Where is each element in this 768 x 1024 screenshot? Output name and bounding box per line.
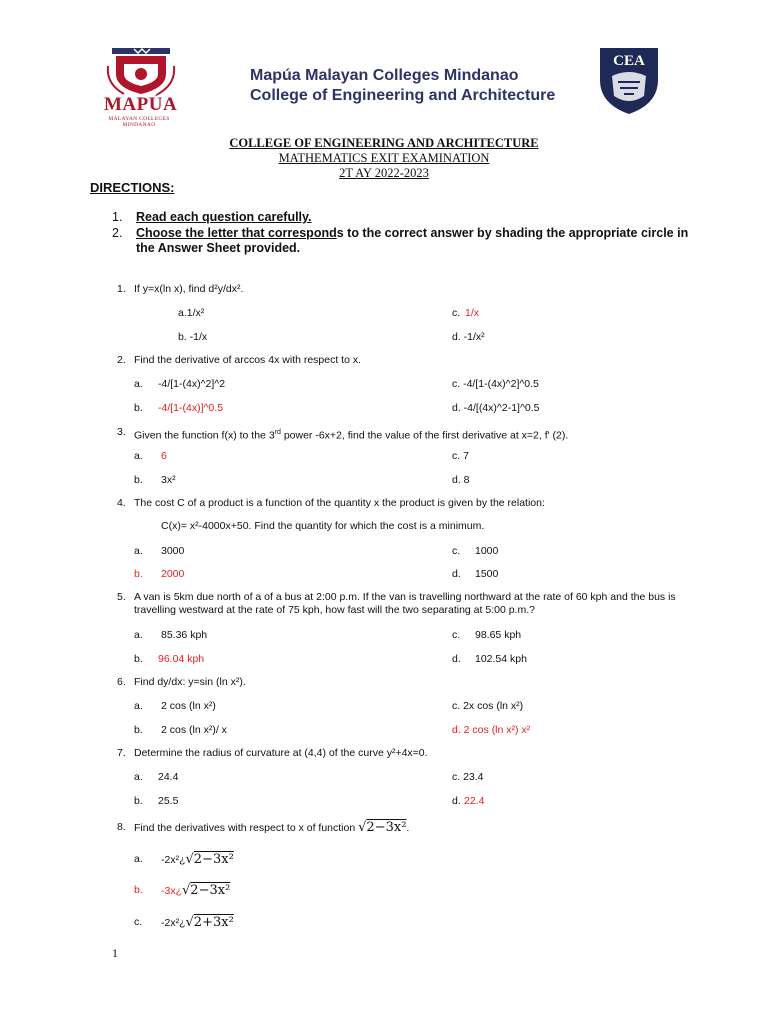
question-5-text: A van is 5km due north of a of a bus at 2:00 p.m. If the van is travelling northward at the rate of 60 kph and the bus is travelling westward at the rate of 75 kph, how fast will the two separating at 5:00 p.m.? — [134, 591, 676, 616]
q6-choice-c: c. 2x cos (ln x²) — [452, 700, 524, 712]
q8-choice-c-radicand: 2+3x² — [193, 915, 234, 930]
question-6-number: 6. — [117, 676, 126, 688]
q3-text-a: Given the function f(x) to the 3 — [134, 429, 275, 442]
q8-choice-b-radicand: 2−3x² — [190, 883, 231, 898]
q5-choice-c-letter: c. — [452, 629, 461, 641]
header-titles — [250, 66, 555, 106]
title-line3: 2T AY 2022-2023 — [339, 166, 429, 180]
q8-choice-a-coef: -2x²¿ — [161, 854, 186, 866]
q1-choice-c-answer: 1/x — [465, 307, 480, 319]
mapua-subtitle — [104, 116, 174, 128]
q8-choice-c — [161, 916, 234, 930]
q5-choice-b-letter: b. — [134, 653, 143, 665]
question-2-text: Find the derivative of arccos 4x with respect to x. — [134, 354, 362, 366]
q4-choice-d: 1500 — [475, 568, 499, 580]
question-7-number: 7. — [117, 747, 126, 759]
question-6-text: Find dy/dx: y=sin (ln x²). — [134, 676, 246, 688]
college-name: College of Engineering and Architecture — [250, 87, 556, 104]
title-line1: COLLEGE OF ENGINEERING AND ARCHITECTURE — [229, 136, 539, 150]
question-8-number: 8. — [117, 821, 126, 833]
cea-logo-text: CEA — [613, 53, 645, 69]
q5-choice-d: 102.54 kph — [475, 653, 527, 665]
direction-num-1: 1. — [112, 210, 123, 224]
q6-choice-a-letter: a. — [134, 700, 143, 712]
q7-choice-d-answer: 22.4 — [464, 795, 485, 807]
cea-logo — [596, 46, 662, 116]
q1-choice-b: b. -1/x — [178, 331, 208, 343]
q6-choice-b: 2 cos (ln x²)/ x — [161, 724, 227, 736]
q7-choice-b: 25.5 — [158, 795, 179, 807]
q8-choice-c-radical: √2+3x² — [185, 915, 234, 930]
q2-choice-a: -4/[1-(4x)^2]^2 — [158, 378, 226, 390]
q4-choice-b-answer: 2000 — [161, 568, 185, 580]
q3-choice-a-answer: 6 — [161, 450, 167, 462]
q4-choice-d-letter: d. — [452, 568, 461, 580]
q3-choice-b-letter: b. — [134, 474, 143, 486]
q3-choice-d: d. 8 — [452, 474, 470, 486]
q3-text-b: power -6x+2, find the value of the first derivative at x=2, f' (2). — [280, 429, 569, 442]
question-3-number: 3. — [117, 426, 126, 438]
q7-choice-a-letter: a. — [134, 771, 143, 783]
q5-choice-b-answer: 96.04 kph — [158, 653, 205, 665]
q8-radical: √2−3x² — [358, 820, 407, 835]
q8-choice-b-radical: √2−3x² — [182, 883, 231, 898]
q8-choice-a-radical: √2−3x² — [185, 852, 234, 867]
q8-choice-a-radicand: 2−3x² — [193, 852, 234, 867]
q8-tail: . — [406, 822, 410, 834]
q2-choice-b-answer: -4/[1-(4x)]^0.5 — [158, 402, 224, 414]
page-number: 1 — [112, 946, 118, 960]
question-4-text2: C(x)= x²-4000x+50. Find the quantity for which the cost is a minimum. — [161, 520, 485, 532]
q6-choice-a: 2 cos (ln x²) — [161, 700, 216, 712]
question-1-number: 1. — [117, 283, 126, 295]
q8-radicand: 2−3x² — [366, 820, 407, 835]
question-5-number: 5. — [117, 591, 126, 603]
q8-choice-c-letter: c. — [134, 916, 143, 928]
mapua-subtitle-line1: MALAYAN COLLEGES — [108, 116, 170, 122]
q8-choice-b-coef: -3x¿ — [161, 885, 182, 897]
direction-text-2-rest: s to the correct answer by shading the appropriate circle in the Answer Sheet provided. — [136, 226, 689, 255]
mapua-wordmark: MAPÚA — [104, 94, 178, 115]
q2-choice-b-letter: b. — [134, 402, 143, 414]
direction-text-1-content: Read each question carefully. — [136, 210, 312, 224]
question-3-text — [134, 426, 694, 443]
directions-heading: DIRECTIONS: — [90, 180, 175, 195]
q3-choice-c: c. 7 — [452, 450, 469, 462]
q4-choice-c-letter: c. — [452, 545, 461, 557]
q4-choice-a: 3000 — [161, 545, 185, 557]
q5-choice-a: 85.36 kph — [161, 629, 208, 641]
q2-choice-d: d. -4/[(4x)^2-1]^0.5 — [452, 402, 540, 414]
q7-choice-c: c. 23.4 — [452, 771, 484, 783]
q3-choice-b: 3x² — [161, 474, 176, 486]
q7-choice-b-letter: b. — [134, 795, 143, 807]
q1-choice-d: d. -1/x² — [452, 331, 485, 343]
q3-choice-a-letter: a. — [134, 450, 143, 462]
q3-superscript: rd — [274, 429, 281, 436]
q1-choice-a: a.1/x² — [178, 307, 205, 319]
direction-num-2: 2. — [112, 226, 123, 240]
question-8-text — [134, 821, 694, 835]
q7-choice-a: 24.4 — [158, 771, 179, 783]
title-line2: MATHEMATICS EXIT EXAMINATION — [278, 151, 490, 165]
question-7-text: Determine the radius of curvature at (4,4) of the curve y²+4x=0. — [134, 747, 428, 759]
q5-choice-d-letter: d. — [452, 653, 461, 665]
direction-text-2 — [136, 226, 696, 256]
q2-choice-a-letter: a. — [134, 378, 143, 390]
q8-choice-a-letter: a. — [134, 853, 143, 865]
question-2-number: 2. — [117, 354, 126, 366]
q4-choice-a-letter: a. — [134, 545, 143, 557]
mapua-subtitle-line2: MINDANAO — [122, 122, 156, 128]
question-4-text: The cost C of a product is a function of the quantity x the product is given by the relation: — [134, 497, 545, 509]
direction-text-2-underlined: Choose the letter that correspond — [136, 226, 337, 240]
q5-choice-c: 98.65 kph — [475, 629, 522, 641]
q2-choice-c: c. -4/[1-(4x)^2]^0.5 — [452, 378, 539, 390]
q6-choice-d-answer: d. 2 cos (ln x²) x² — [452, 724, 531, 736]
q7-choice-d-letter: d. — [452, 795, 461, 807]
school-name: Mapúa Malayan Colleges Mindanao — [250, 67, 519, 84]
q4-choice-c: 1000 — [475, 545, 499, 557]
q8-choice-a — [161, 853, 234, 867]
question-4-number: 4. — [117, 497, 126, 509]
question-1-text: If y=x(ln x), find d²y/dx². — [134, 283, 244, 295]
q8-choice-b-letter: b. — [134, 884, 143, 896]
q8-text: Find the derivatives with respect to x of function — [134, 822, 356, 834]
q8-choice-c-coef: -2x²¿ — [161, 917, 186, 929]
direction-text-1 — [136, 210, 696, 225]
q4-choice-b-letter: b. — [134, 568, 143, 580]
q8-choice-b — [161, 884, 230, 898]
q5-choice-a-letter: a. — [134, 629, 143, 641]
q6-choice-b-letter: b. — [134, 724, 143, 736]
q1-choice-c-letter: c. — [452, 307, 461, 319]
